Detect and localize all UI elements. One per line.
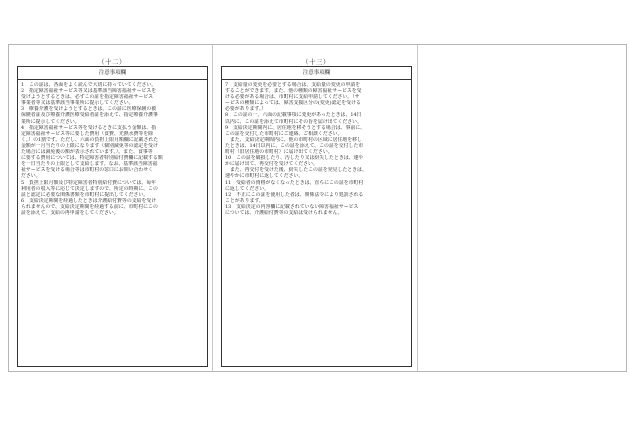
- document-sheet: [8, 44, 627, 372]
- left-panel-title: （十二）: [98, 58, 126, 66]
- notice-line: 町村（旧居住地の市町村）に届け出てください。: [225, 149, 333, 156]
- notice-line: 受けようとするときは、必ずこの証を指定障害福祉サービス: [21, 94, 154, 101]
- blank-panel: [418, 45, 626, 371]
- notice-line: 証を添えて、支給の再申請をしてください。: [21, 209, 119, 216]
- notice-line: 利用者の収入等に応じて決定しますので、所定の時期に、この: [21, 185, 158, 192]
- right-notice-box: [221, 66, 412, 367]
- notice-line: ービスの種類によっては、障害支援区分の(変更)認定を受ける: [225, 100, 361, 107]
- notice-line: 6 支給決定期間を経過したときは介護給付費等の支給を受け: [21, 197, 157, 204]
- notice-line: 7 支給量の変更を必要とする場合は、支給量の変更の申請を: [225, 82, 361, 88]
- notice-line: たときは、14日以内に、この証を添えて、この証を交付した市: [225, 142, 364, 149]
- notice-line: 金額が一月当たりの上限になります（個別減免等の認定を受け: [21, 142, 158, 149]
- notice-line: 証と認定に必要な関係書類を市町村に提出してください。: [21, 191, 149, 198]
- notice-line: 事業者等又は基準該当事業所に提示してください。: [21, 100, 134, 107]
- notice-line: 13 支給決定の内容欄に記載されていない障害福祉サービス: [225, 203, 359, 210]
- notice-line: 11 受給者の資格がなくなったときは、直ちにこの証を市町村: [225, 179, 364, 186]
- left-notice-body: [18, 80, 207, 216]
- notice-line: 定障害福祉サービス等に要した費用（食費、光熱水費等を除: [21, 130, 154, 137]
- notice-line: また、支給決定期間内に、他の市町村の区域に居住地を移し: [225, 136, 362, 143]
- notice-line: ことがあります。: [225, 197, 264, 204]
- notice-line: 5 負担上限月額及び特定障害者特別給付費については、毎年: [21, 179, 157, 186]
- notice-line: ださい。: [21, 173, 41, 180]
- notice-line: 祉サービスを受ける場合等は市町村の窓口にお問い合わせく: [21, 167, 154, 174]
- right-notice-header: 注意事項欄: [222, 67, 411, 80]
- notice-line: また、再交付を受けた後、紛失したこの証を発見したときは、: [225, 167, 367, 174]
- notice-line: 必要があります。）: [225, 106, 267, 113]
- notice-line: することができます。また、他の種類の障害福祉サービスを受: [225, 88, 362, 95]
- notice-line: を一日当たりの上限として支給します。なお、基準該当障害福: [21, 161, 158, 168]
- notice-line: た場合には減免後の額が表示されています。）。また、食事等: [21, 149, 153, 156]
- notice-line: については、介護給付費等の支給は受けられません。: [225, 209, 343, 216]
- left-notice-header: 注意事項欄: [18, 67, 207, 80]
- notice-line: 3 療養介護を受けようとするときは、この証に医療保険の被: [21, 106, 157, 113]
- notice-line: 4 指定障害福祉サービス等を受けるときに支払う金額は、指: [21, 124, 157, 131]
- panel-divider-left: [212, 45, 213, 371]
- right-notice-body: [222, 80, 411, 216]
- notice-line: 10 この証を破損したり、汚したり又は紛失したときは、速や: [225, 155, 364, 162]
- notice-line: 速やかに市町村に返してください。: [225, 173, 304, 180]
- notice-line: 12 不正にこの証を使用した者は、関係法令により処罰される: [225, 191, 364, 198]
- notice-line: 保険者証及び療養介護医療受給者証を添えて、指定療養介護事: [21, 112, 158, 119]
- notice-line: 9 支給決定期間内に、居住地を移そうとする場合は、事前に、: [225, 124, 366, 131]
- notice-line: 1 この証は、各面をよく読んで大切に持っていてください。: [21, 82, 157, 88]
- notice-line: かに届け出て、再交付を受けてください。: [225, 161, 318, 168]
- notice-line: この証を交付した市町村にご連絡、ご相談ください。: [225, 130, 343, 137]
- notice-line: く。）の1割です。ただし、六面の負担上限月額欄に記載された: [21, 136, 159, 143]
- notice-line: 2 指定障害福祉サービス等又は基準該当障害福祉サービスを: [21, 88, 157, 95]
- notice-line: に要する費用については、特定障害者特別給付費欄に記載する額: [21, 155, 163, 162]
- notice-line: ける必要がある場合は、市町村に支給申請してください。（サ: [225, 94, 360, 101]
- notice-line: 業所に提示してください。: [21, 118, 80, 125]
- notice-line: られませんので、支給決定期間を経過する前に、市町村にこの: [21, 203, 158, 210]
- notice-line: に返してください。: [225, 185, 270, 192]
- left-notice-box: [17, 66, 208, 367]
- notice-line: 以内に、この証を添えて市町村にその旨を届け出てください。: [225, 118, 362, 125]
- right-panel-title: （十三）: [302, 58, 330, 66]
- notice-line: 8 この証の一、六面の記載事項に変更があったときは、14日: [225, 112, 362, 119]
